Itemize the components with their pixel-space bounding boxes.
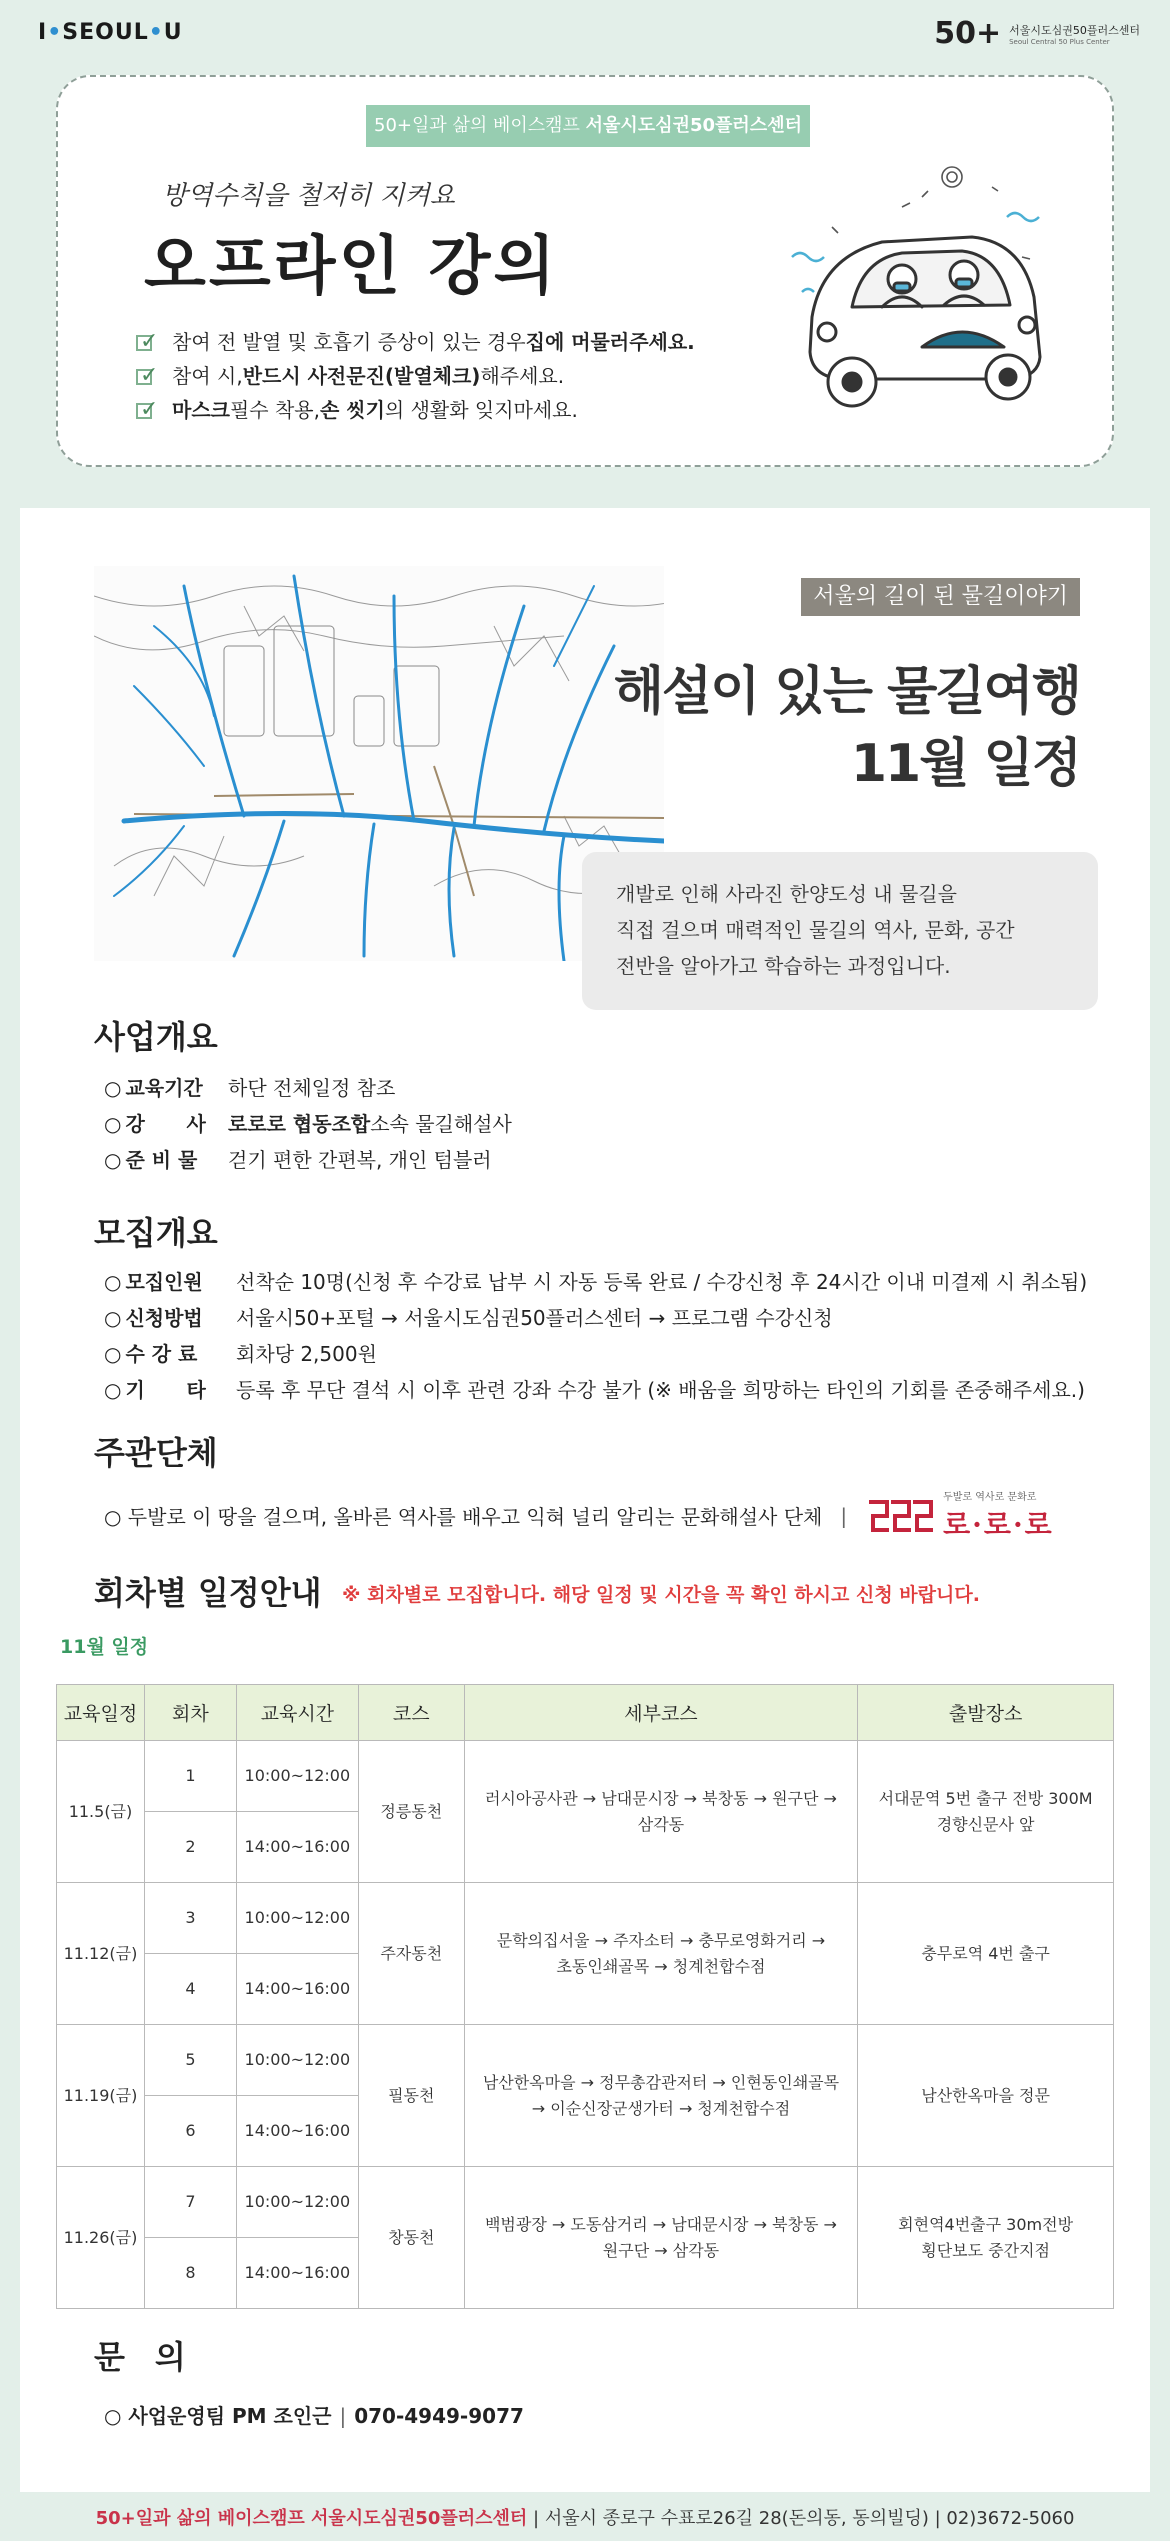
row-value: 선착순 10명(신청 후 수강료 납부 시 자동 등록 완료 / 수강신청 후 24시간 이내 미결제 시 취소됨) — [236, 1270, 1088, 1294]
host-title: 주관단체 — [94, 1434, 218, 1472]
row-value: 소속 물길해설사 — [370, 1112, 512, 1136]
start-line: 남산한옥마을 정문 — [921, 2085, 1050, 2105]
item-text: 필수 착용, — [229, 398, 320, 422]
separator: | — [339, 2404, 347, 2428]
rororo-wordmark — [943, 1488, 1054, 1543]
logo-dot-icon: • — [47, 20, 63, 45]
checkbox-icon: ✓ — [136, 365, 158, 387]
recruit-row — [104, 1264, 1087, 1300]
row-label: ○ 준 비 물 — [104, 1142, 228, 1178]
recruit-row — [104, 1372, 1087, 1408]
cell-detail — [464, 2167, 858, 2309]
cell-start — [858, 2167, 1114, 2309]
contact-team: ○ 사업운영팀 PM 조인근 — [104, 2404, 332, 2428]
center-logo — [934, 16, 1140, 51]
rororo-logo — [840, 1488, 1053, 1543]
item-text: 의 생활화 잊지마세요. — [384, 398, 578, 422]
row-value: 하단 전체일정 참조 — [228, 1076, 396, 1100]
recruit-row — [104, 1300, 1087, 1336]
banner-prefix: 50+일과 삶의 베이스캠프 — [374, 115, 586, 136]
cell-time: 10:00~12:00 — [236, 1883, 358, 1954]
row-label: ○ 교육기간 — [104, 1070, 228, 1106]
cell-time: 14:00~16:00 — [236, 1954, 358, 2025]
cell-date: 11.26(금) — [57, 2167, 145, 2309]
schedule-table — [56, 1684, 1114, 2309]
overview-row — [104, 1142, 512, 1178]
seoul-logo-i: I — [38, 20, 48, 45]
notice-title: 오프라인 강의 — [144, 230, 559, 304]
seoul-logo-text: SEOUL — [62, 20, 149, 45]
cell-course: 필동천 — [358, 2025, 464, 2167]
notice-banner — [366, 105, 810, 147]
cell-start — [858, 1883, 1114, 2025]
cell-start — [858, 1741, 1114, 1883]
overview-list — [104, 1070, 512, 1178]
detail-line: 원구단 → 삼각동 — [602, 2240, 720, 2260]
table-row — [57, 2167, 1114, 2238]
center-names — [1009, 22, 1140, 46]
start-line: 충무로역 4번 출구 — [921, 1943, 1050, 1963]
cell-date: 11.12(금) — [57, 1883, 145, 2025]
cell-session: 2 — [144, 1812, 236, 1883]
description-line: 직접 걸으며 매력적인 물길의 역사, 문화, 공간 — [616, 918, 1015, 942]
header-time: 교육시간 — [236, 1685, 358, 1741]
detail-line: 러시아공사관 → 남대문시장 → 북창동 → 원구단 → — [484, 1788, 837, 1808]
rororo-mark-icon — [865, 1496, 935, 1536]
separator: | — [840, 1503, 848, 1528]
row-label: ○ 강 사 — [104, 1106, 228, 1142]
start-line: 회현역4번출구 30m전방 — [898, 2214, 1074, 2234]
description-line: 전반을 알아가고 학습하는 과정입니다. — [616, 954, 951, 978]
contact-phone: 070-4949-9077 — [354, 2404, 524, 2428]
header-start: 출발장소 — [858, 1685, 1114, 1741]
row-label: ○ 모집인원 — [104, 1264, 236, 1300]
program-title-line2: 11월 일정 — [850, 734, 1080, 794]
cell-start — [858, 2025, 1114, 2167]
item-text: 참여 전 발열 및 호흡기 증상이 있는 경우 — [172, 330, 526, 354]
cell-course: 창동천 — [358, 2167, 464, 2309]
top-bar — [0, 0, 1170, 70]
header-detail: 세부코스 — [464, 1685, 858, 1741]
recruit-row — [104, 1336, 1087, 1372]
schedule-note: ※ 회차별로 모집합니다. 해당 일정 및 시간을 꼭 확인 하시고 신청 바랍니다. — [342, 1584, 980, 1606]
item-bold: 마스크 — [172, 398, 230, 422]
cell-time: 14:00~16:00 — [236, 2238, 358, 2309]
rororo-name: 로·로·로 — [943, 1508, 1054, 1541]
overview-title: 사업개요 — [94, 1018, 218, 1056]
notice-script-text: 방역수칙을 철저히 지켜요 — [162, 181, 455, 211]
month-label: 11월 일정 — [60, 1636, 149, 1658]
cell-time: 10:00~12:00 — [236, 2025, 358, 2096]
row-label: ○ 수 강 료 — [104, 1336, 236, 1372]
row-value: 등록 후 무단 결석 시 이후 관련 강좌 수강 불가 (※ 배움을 희망하는 타인의 기회를 존중해주세요.) — [236, 1378, 1085, 1402]
table-header-row — [57, 1685, 1114, 1741]
banner-center-name: 서울시도심권50플러스센터 — [585, 115, 802, 136]
contact-title: 문의 — [94, 2338, 216, 2376]
program-title — [614, 656, 1080, 800]
cell-session: 3 — [144, 1883, 236, 1954]
detail-line: 초동인쇄골목 → 청계천합수점 — [556, 1956, 766, 1976]
program-description — [582, 852, 1098, 1010]
checkbox-icon: ✓ — [136, 399, 158, 421]
row-value: 걷기 편한 간편복, 개인 텀블러 — [228, 1148, 492, 1172]
cell-session: 5 — [144, 2025, 236, 2096]
item-bold: 집에 머물러주세요. — [525, 330, 695, 354]
rororo-slogan: 두발로 역사로 문화로 — [943, 1492, 1037, 1503]
cell-session: 7 — [144, 2167, 236, 2238]
center-name-ko: 서울시도심권50플러스센터 — [1009, 23, 1140, 37]
checkbox-icon: ✓ — [136, 331, 158, 353]
row-value-bold: 로로로 협동조합 — [228, 1112, 371, 1136]
series-tag: 서울의 길이 된 물길이야기 — [801, 578, 1080, 616]
recruit-title: 모집개요 — [94, 1214, 218, 1252]
water-map-illustration — [94, 566, 664, 961]
cell-date: 11.19(금) — [57, 2025, 145, 2167]
notice-checklist — [136, 325, 695, 427]
cell-detail — [464, 1883, 858, 2025]
cell-time: 10:00~12:00 — [236, 2167, 358, 2238]
checklist-item — [136, 325, 695, 359]
detail-line: 삼각동 — [637, 1814, 685, 1834]
detail-line: 문학의집서울 → 주자소터 → 충무로영화거리 → — [496, 1930, 826, 1950]
table-row — [57, 1741, 1114, 1812]
cell-detail — [464, 1741, 858, 1883]
item-bold: 손 씻기 — [319, 398, 385, 422]
checklist-item — [136, 393, 695, 427]
row-label: ○ 기 타 — [104, 1372, 236, 1408]
host-description — [104, 1488, 1054, 1543]
recruit-list — [104, 1264, 1087, 1408]
center-name-en: Seoul Central 50 Plus Center — [1009, 37, 1110, 46]
program-info-card — [20, 508, 1150, 2492]
cell-date: 11.5(금) — [57, 1741, 145, 1883]
car-with-masked-people-illustration — [772, 147, 1052, 437]
header-session: 회차 — [144, 1685, 236, 1741]
overview-row — [104, 1106, 512, 1142]
cell-course: 정릉동천 — [358, 1741, 464, 1883]
checklist-item — [136, 359, 695, 393]
cell-course: 주자동천 — [358, 1883, 464, 2025]
detail-line: 백범광장 → 도동삼거리 → 남대문시장 → 북창동 → — [484, 2214, 837, 2234]
seoul-logo-u: U — [163, 20, 183, 45]
table-row — [57, 1883, 1114, 1954]
host-text: ○ 두발로 이 땅을 걸으며, 올바른 역사를 배우고 익혀 널리 알리는 문화해설사 단체 — [104, 1505, 823, 1529]
table-row — [57, 2025, 1114, 2096]
item-bold: 반드시 사전문진(발열체크) — [242, 364, 481, 388]
detail-line: 남산한옥마을 → 정무총감관저터 → 인현동인쇄골목 — [482, 2072, 840, 2092]
cell-time: 14:00~16:00 — [236, 1812, 358, 1883]
contact-info — [104, 2400, 524, 2429]
seoul-logo — [38, 20, 183, 45]
fifty-plus-mark: 50+ — [934, 16, 1002, 51]
footer-address: | 서울시 종로구 수표로26길 28(돈의동, 동의빌딩) | 02)3672-5060 — [527, 2508, 1075, 2529]
cell-session: 4 — [144, 1954, 236, 2025]
program-title-line1: 해설이 있는 물길여행 — [613, 662, 1080, 722]
start-line: 경향신문사 앞 — [936, 1814, 1035, 1834]
footer — [0, 2496, 1170, 2541]
row-value: 회차당 2,500원 — [236, 1342, 377, 1366]
description-line: 개발로 인해 사라진 한양도성 내 물길을 — [616, 882, 957, 906]
start-line: 횡단보도 중간지점 — [921, 2240, 1050, 2260]
header-date: 교육일정 — [57, 1685, 145, 1741]
quarantine-notice-card — [56, 75, 1114, 467]
item-text: 해주세요. — [480, 364, 565, 388]
footer-brand: 50+일과 삶의 베이스캠프 서울시도심권50플러스센터 — [95, 2508, 528, 2529]
cell-session: 6 — [144, 2096, 236, 2167]
row-value: 서울시50+포털 → 서울시도심권50플러스센터 → 프로그램 수강신청 — [236, 1306, 833, 1330]
overview-row — [104, 1070, 512, 1106]
schedule-title: 회차별 일정안내 — [94, 1574, 322, 1612]
detail-line: → 이순신장군생가터 → 청계천합수점 — [531, 2098, 791, 2118]
start-line: 서대문역 5번 출구 전방 300M — [878, 1788, 1093, 1808]
cell-time: 14:00~16:00 — [236, 2096, 358, 2167]
cell-time: 10:00~12:00 — [236, 1741, 358, 1812]
item-text: 참여 시, — [172, 364, 243, 388]
logo-dot-icon: • — [148, 20, 164, 45]
row-label: ○ 신청방법 — [104, 1300, 236, 1336]
cell-session: 1 — [144, 1741, 236, 1812]
header-course: 코스 — [358, 1685, 464, 1741]
cell-session: 8 — [144, 2238, 236, 2309]
cell-detail — [464, 2025, 858, 2167]
